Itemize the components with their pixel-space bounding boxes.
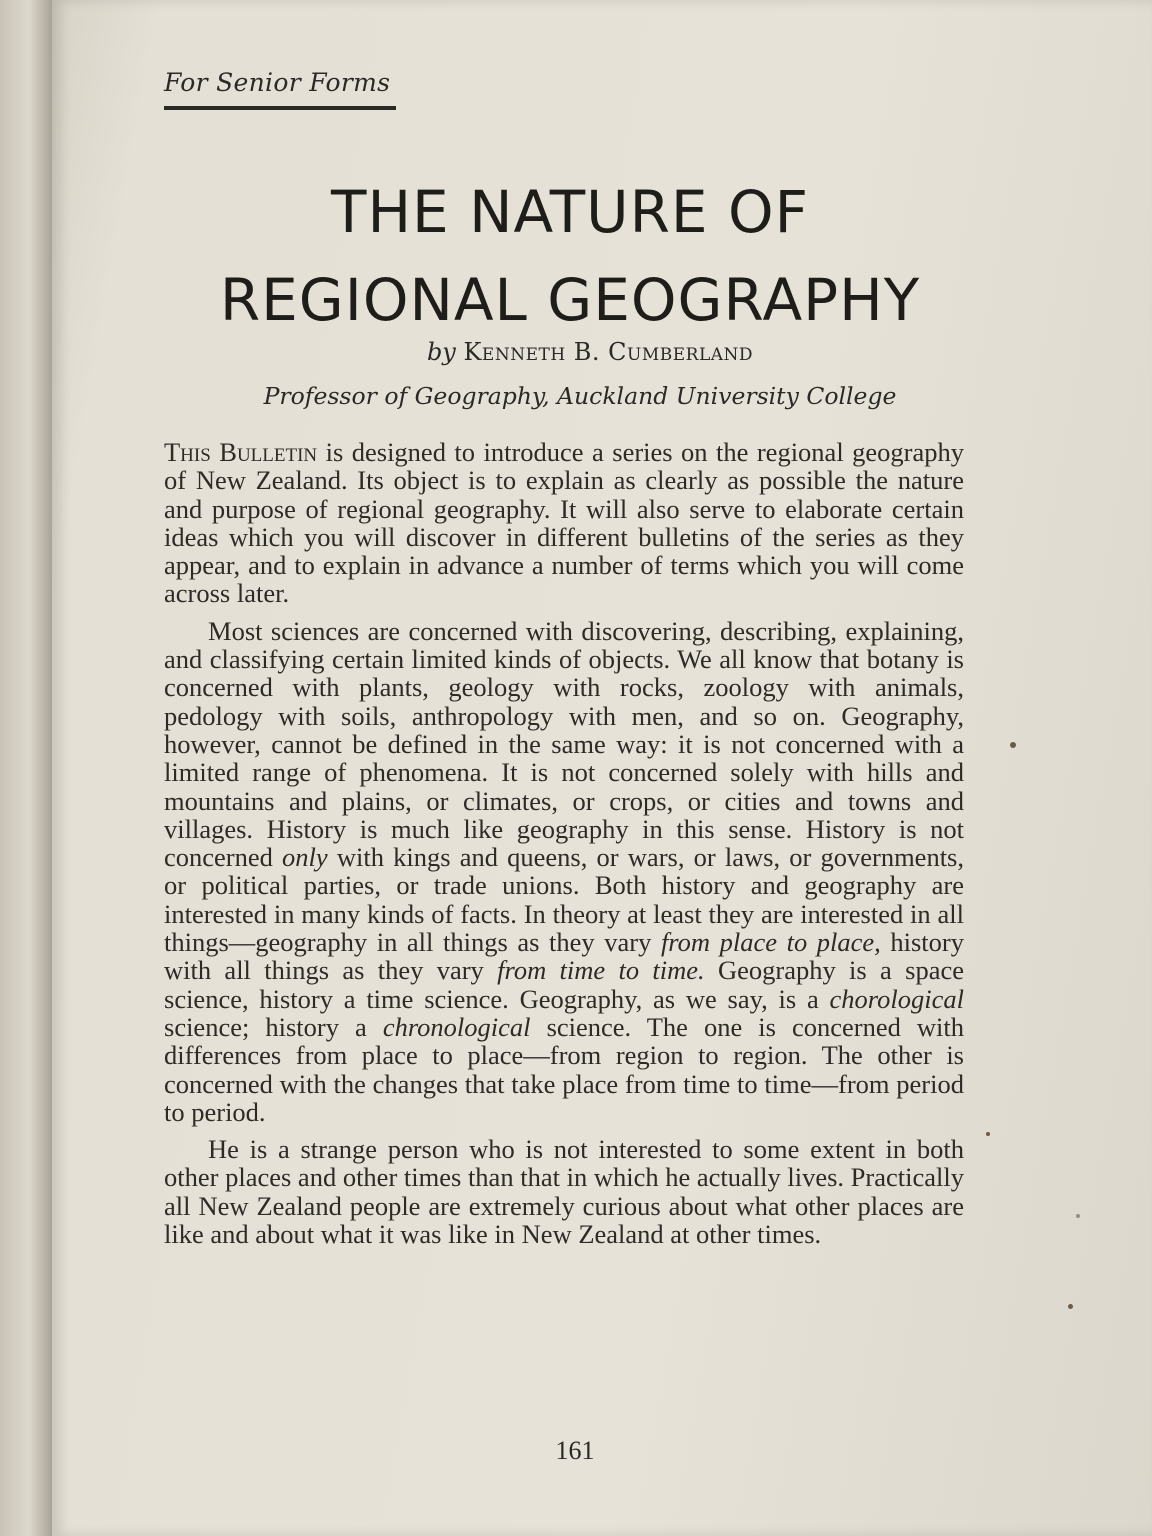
page-number: 161 bbox=[555, 1436, 595, 1465]
title-line-2: REGIONAL GEOGRAPHY bbox=[219, 266, 921, 334]
paragraph-2-italic-only: only bbox=[282, 842, 328, 873]
paragraph-2-italic-chorological: chorological bbox=[829, 983, 964, 1014]
paper-speck bbox=[1010, 742, 1016, 748]
paper-speck bbox=[1068, 1304, 1073, 1309]
paragraph-2-text-k: science. The one is concerned with differences from place to place—from region to region. The other is concerned with the changes that take place from time to time—from period to period. bbox=[164, 1011, 964, 1127]
paragraph-2-text-i: science; history a bbox=[164, 1011, 383, 1042]
author-name: Kenneth B. Cumberland bbox=[463, 338, 754, 366]
paragraph-2-text-c: with kings and queens, or wars, or laws, or governments, or political parties, or trade unions. Both history and geography are interested in many kinds of facts. In theory at least they are interested in all things—geography in all things as they vary bbox=[164, 842, 964, 958]
paragraph-2-text-g: Geography is a space science, history a time science. Geography, as we say, is a bbox=[164, 955, 964, 1014]
article-title bbox=[150, 168, 990, 344]
paper-speck bbox=[1076, 1214, 1080, 1218]
byline bbox=[200, 338, 980, 366]
author-affiliation: Professor of Geography, Auckland University College bbox=[263, 382, 897, 410]
previous-page-edge bbox=[0, 0, 52, 1536]
paragraph-2-text-a: Most sciences are concerned with discovering, describing, explaining, and classifying certain limited kinds of objects. We all know that botany is concerned with plants, geology with rocks, zoology with animals, pedology with soils, anthropology with men, and so on. Geography, however, cannot be defined in the same way: it is not concerned with a limited range of phenomena. It is not concerned solely with hills and mountains and plains, or climates, or crops, or cities and towns and villages. History is much like geography in this sense. History is not concerned bbox=[164, 615, 964, 873]
paragraph-1 bbox=[164, 438, 964, 608]
byline-by: by bbox=[426, 338, 456, 366]
paragraph-2-italic-chronological: chronological bbox=[382, 1011, 531, 1042]
article-body bbox=[164, 438, 964, 1257]
series-label: For Senior Forms bbox=[164, 68, 391, 97]
paragraph-1-text: is designed to introduce a series on the regional geography of New Zealand. Its object is to explain as clearly as possible the nature and purpose of regional geography. It will also serve to elaborate certain ideas which you will discover in different bulletins of the series as they appear, and to explain in advance a number of terms which you will come across later. bbox=[164, 437, 964, 609]
series-underline bbox=[164, 106, 396, 110]
paper-speck bbox=[986, 1132, 990, 1136]
paragraph-2 bbox=[164, 617, 964, 1126]
paragraph-1-lead: This Bulletin bbox=[164, 437, 318, 467]
paragraph-3: He is a strange person who is not interested to some extent in both other places and other times than that in which he actually lives. Practically all New Zealand people are extremely curious about what other places are like and about what it was like in New Zealand at other times. bbox=[164, 1134, 964, 1250]
paragraph-2-text-e: history with all things as they vary bbox=[164, 927, 964, 986]
title-line-1: THE NATURE OF bbox=[331, 178, 809, 246]
paragraph-2-italic-time: from time to time. bbox=[497, 955, 705, 986]
paragraph-2-italic-place: from place to place, bbox=[660, 927, 881, 958]
